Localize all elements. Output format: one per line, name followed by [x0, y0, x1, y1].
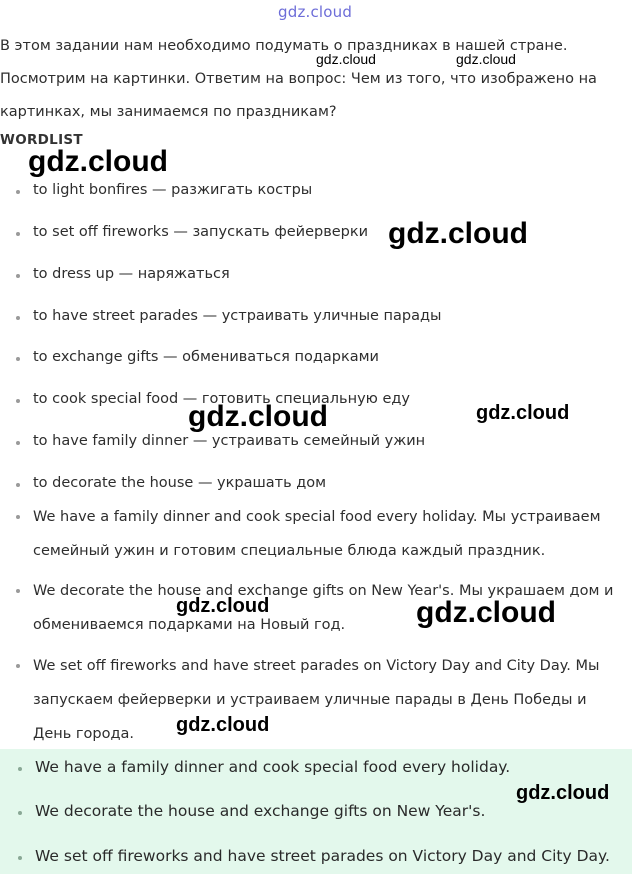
wordlist-item-text: to cook special food — готовить специальную еду [33, 391, 411, 407]
watermark: gdz.cloud [388, 217, 528, 250]
bullet-icon [16, 357, 20, 361]
watermark: gdz.cloud [476, 402, 570, 424]
bullet-icon [18, 856, 22, 860]
wordlist-item-text: to exchange gifts — обмениваться подарками [33, 349, 379, 365]
bullet-icon [16, 316, 20, 320]
bullet-icon [16, 232, 20, 236]
wordlist-item-text: to light bonfires — разжигать костры [33, 182, 313, 198]
wordlist-item-text: to dress up — наряжаться [33, 266, 230, 282]
bullet-icon [16, 483, 20, 487]
watermark: gdz.cloud [176, 714, 270, 736]
bullet-icon [16, 589, 20, 593]
watermark: gdz.cloud [416, 596, 556, 629]
wordlist-item-text: to have street parades — устраивать уличные парады [33, 308, 442, 324]
site-logo[interactable]: gdz.cloud [278, 3, 353, 21]
bullet-icon [16, 515, 20, 519]
answer-text: We have a family dinner and cook special food every holiday. [35, 758, 511, 776]
bullet-icon [16, 274, 20, 278]
wordlist-heading: WORDLIST [0, 132, 83, 148]
watermark: gdz.cloud [188, 400, 328, 433]
watermark: gdz.cloud [28, 145, 168, 178]
answer-text: We decorate the house and exchange gifts on New Year's. [35, 802, 486, 820]
intro-paragraph: В этом задании нам необходимо подумать о праздниках в нашей стране. Посмотрим на картинки. Ответим на вопрос: Чем из того, что изображено на картинках, мы занимаемся по праздникам? [0, 38, 597, 120]
watermark: gdz.cloud [316, 51, 376, 67]
bullet-icon [18, 811, 22, 815]
watermark: gdz.cloud [516, 782, 610, 804]
watermark: gdz.cloud [176, 595, 270, 617]
answer-box [0, 749, 632, 874]
wordlist-item-text: to set off fireworks — запускать фейерверки [33, 224, 369, 240]
wordlist-item-text: to decorate the house — украшать дом [33, 475, 327, 491]
bullet-icon [16, 441, 20, 445]
wordlist-item-text: to have family dinner — устраивать семейный ужин [33, 433, 426, 449]
watermark: gdz.cloud [456, 51, 516, 67]
sentence-text: We have a family dinner and cook special food every holiday. Мы устраиваем семейный ужин и готовим специальные блюда каждый праздник. [33, 509, 601, 559]
sentence-text: We set off fireworks and have street parades on Victory Day and City Day. Мы запускаем фейерверки и устраиваем уличные парады в День Победы и День города. [33, 658, 600, 742]
bullet-icon [18, 767, 22, 771]
answer-text: We set off fireworks and have street parades on Victory Day and City Day. [35, 847, 610, 865]
sentence-text: We decorate the house and exchange gifts on New Year's. Мы украшаем дом и обмениваемся подарками на Новый год. [33, 583, 614, 633]
bullet-icon [16, 664, 20, 668]
bullet-icon [16, 399, 20, 403]
bullet-icon [16, 190, 20, 194]
